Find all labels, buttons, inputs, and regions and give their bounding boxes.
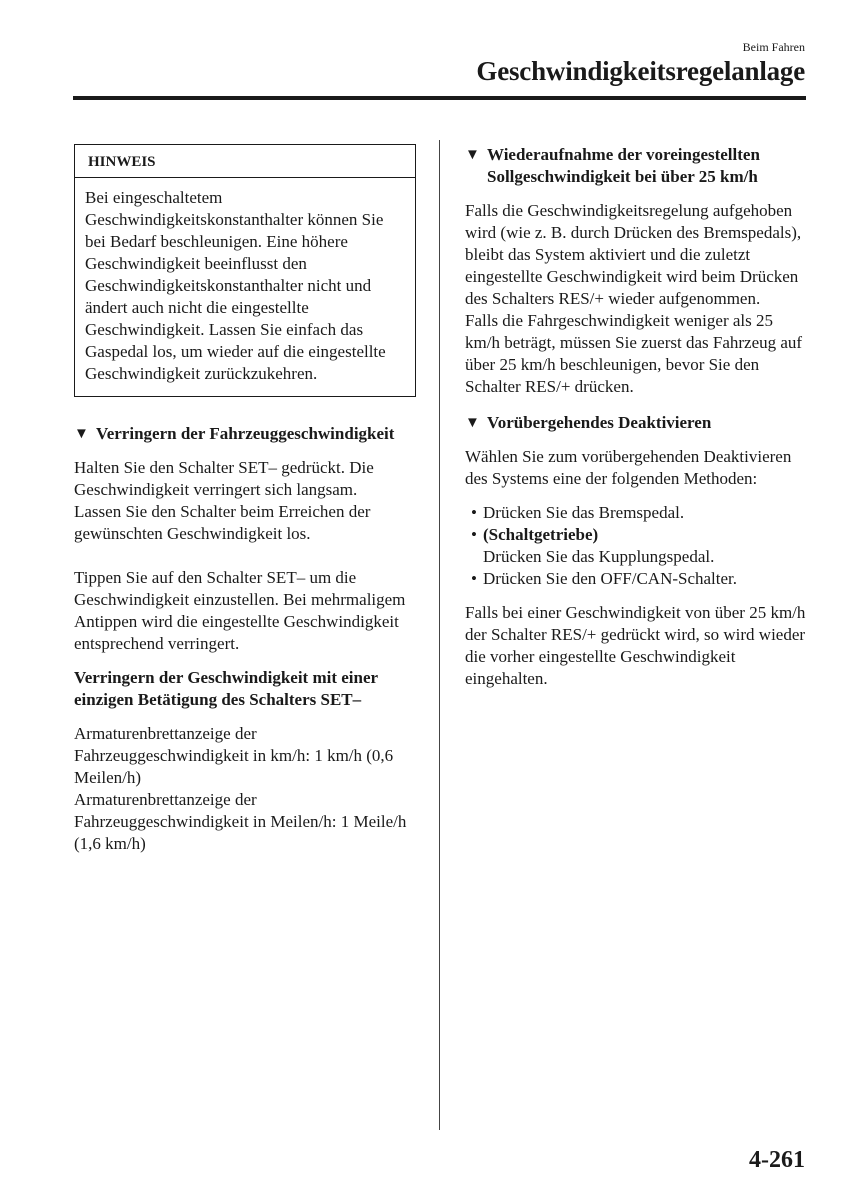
sub-heading: Verringern der Geschwindigkeit mit einer einzigen Betätigung des Schalters SET– bbox=[74, 668, 378, 709]
header-rule bbox=[73, 96, 806, 100]
note-label: HINWEIS bbox=[75, 145, 415, 178]
list-item-sub: Drücken Sie das Kupplungspedal. bbox=[483, 547, 715, 566]
paragraph: Falls die Geschwindigkeitsregelung aufgehoben wird (wie z. B. durch Drücken des Bremspedals), bleibt das System aktiviert und die zuletzt eingestellte Geschwindigkeit wird beim Drücken des Schalters RES/+ wieder aufgenommen. bbox=[465, 201, 802, 308]
method-list bbox=[465, 502, 810, 590]
note-text: Bei eingeschaltetem Geschwindigkeitskonstanthalter können Sie bei Bedarf beschleunigen. Eine höhere Geschwindigkeit beeinflusst den Geschwindigkeitskonstanthalter nicht und ändert auch nicht die eingestellte Geschwindigkeit. Lassen Sie einfach das Gaspedal los, um wieder auf die eingestellte Geschwindigkeit zurückzukehren. bbox=[85, 188, 386, 383]
bullet-icon: • bbox=[471, 525, 477, 544]
paragraph: Falls bei einer Geschwindigkeit von über 25 km/h der Schalter RES/+ gedrückt wird, so wird wieder die vorher eingestellte Geschwindigkeit eingehalten. bbox=[465, 603, 806, 688]
list-item: • Drücken Sie das Bremspedal. bbox=[465, 502, 810, 524]
section-heading-resume-speed bbox=[465, 144, 810, 188]
bullet-icon: • bbox=[471, 569, 477, 588]
paragraph: Halten Sie den Schalter SET– gedrückt. Die Geschwindigkeit verringert sich langsam. bbox=[74, 458, 374, 499]
paragraph: Tippen Sie auf den Schalter SET– um die Geschwindigkeit einzustellen. Bei mehrmaligem Antippen wird die eingestellte Geschwindigkeit entsprechend verringert. bbox=[74, 568, 406, 653]
triangle-down-icon: ▼ bbox=[465, 415, 480, 431]
section-title: Vorübergehendes Deaktivieren bbox=[487, 413, 712, 432]
paragraph: Armaturenbrettanzeige der Fahrzeuggeschwindigkeit in Meilen/h: 1 Meile/h (1,6 km/h) bbox=[74, 790, 407, 853]
right-column bbox=[465, 144, 810, 690]
header-section-label: Beim Fahren bbox=[742, 40, 805, 54]
list-item: • (Schaltgetriebe) bbox=[465, 524, 810, 546]
section-heading-decrease-speed bbox=[74, 423, 419, 445]
paragraph: Wählen Sie zum vorübergehenden Deaktivieren des Systems eine der folgenden Methoden: bbox=[465, 447, 792, 488]
triangle-down-icon: ▼ bbox=[74, 426, 89, 442]
column-divider bbox=[439, 140, 440, 1130]
paragraph: Falls die Fahrgeschwindigkeit weniger als 25 km/h beträgt, müssen Sie zuerst das Fahrzeug auf über 25 km/h beschleunigen, bevor Sie den Schalter RES/+ drücken. bbox=[465, 311, 803, 396]
page-number: 4-261 bbox=[749, 1147, 805, 1173]
section-heading-temporary-deactivate bbox=[465, 412, 810, 434]
list-item: • Drücken Sie den OFF/CAN-Schalter. bbox=[465, 568, 810, 590]
section-title: Verringern der Fahrzeuggeschwindigkeit bbox=[96, 424, 395, 443]
paragraph: Armaturenbrettanzeige der Fahrzeuggeschwindigkeit in km/h: 1 km/h (0,6 Meilen/h) bbox=[74, 724, 394, 787]
bullet-icon: • bbox=[471, 503, 477, 522]
triangle-down-icon: ▼ bbox=[465, 147, 480, 163]
left-column bbox=[74, 144, 419, 855]
section-title: Wiederaufnahme der voreingestellten Sollgeschwindigkeit bei über 25 km/h bbox=[487, 145, 760, 186]
note-box bbox=[74, 144, 416, 397]
page-title: Geschwindigkeitsregelanlage bbox=[476, 56, 805, 86]
paragraph: Lassen Sie den Schalter beim Erreichen der gewünschten Geschwindigkeit los. bbox=[74, 502, 371, 543]
